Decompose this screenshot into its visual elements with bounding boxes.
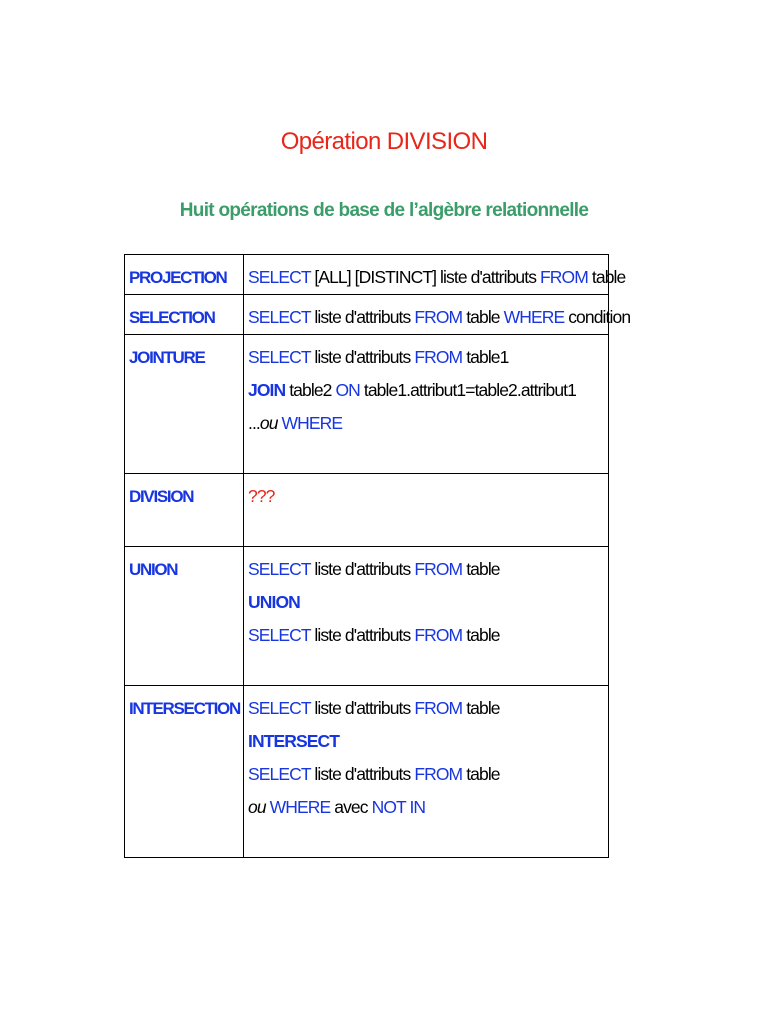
sql-text: table	[462, 698, 500, 718]
sql-keyword: WHERE	[269, 797, 331, 817]
sql-keyword: FROM	[414, 698, 463, 718]
sql-keyword: ON	[335, 380, 360, 400]
sql-syntax-cell	[244, 686, 609, 858]
sql-keyword: NOT IN	[371, 797, 426, 817]
operation-row	[125, 686, 609, 858]
operation-name-cell: DIVISION	[125, 474, 244, 547]
sql-text: ou	[259, 413, 278, 433]
page-subtitle: Huit opérations de base de l’algèbre relationnelle	[179, 200, 589, 221]
sql-keyword: SELECT	[248, 625, 311, 645]
sql-keyword: INTERSECT	[248, 731, 340, 751]
sql-line	[248, 758, 604, 791]
blank-line	[248, 440, 604, 473]
sql-keyword: FROM	[414, 307, 463, 327]
sql-text: table	[462, 559, 500, 579]
sql-text: liste d'attributs	[310, 764, 415, 784]
sql-text: table2	[285, 380, 336, 400]
sql-line	[248, 341, 604, 374]
page-title: Opération DIVISION	[280, 128, 488, 155]
sql-syntax-cell	[244, 295, 631, 335]
sql-text: table	[462, 764, 500, 784]
blank-line	[248, 652, 604, 685]
sql-keyword: WHERE	[503, 307, 565, 327]
sql-text: liste d'attributs	[310, 347, 415, 367]
sql-syntax-cell	[244, 547, 609, 686]
operations-table-body	[125, 255, 631, 858]
sql-line	[248, 692, 604, 725]
sql-keyword: SELECT	[248, 307, 311, 327]
sql-keyword: SELECT	[248, 559, 311, 579]
sql-line	[248, 725, 604, 758]
sql-keyword: WHERE	[281, 413, 343, 433]
sql-text: [ALL] [DISTINCT] liste d'attributs	[310, 267, 541, 287]
sql-keyword: SELECT	[248, 347, 311, 367]
sql-text: ???	[248, 486, 275, 506]
sql-line	[248, 586, 604, 619]
sql-text: ...	[248, 413, 260, 433]
operation-row	[125, 474, 609, 547]
sql-line	[248, 553, 604, 586]
operation-row	[125, 335, 609, 474]
sql-keyword: FROM	[414, 559, 463, 579]
sql-keyword: SELECT	[248, 698, 311, 718]
sql-text: liste d'attributs	[310, 698, 415, 718]
sql-text: table1	[462, 347, 509, 367]
sql-keyword: FROM	[414, 347, 463, 367]
sql-keyword: FROM	[414, 625, 463, 645]
sql-keyword: FROM	[540, 267, 588, 287]
sql-text: avec	[330, 797, 372, 817]
sql-line	[248, 480, 604, 513]
sql-keyword: FROM	[414, 764, 463, 784]
sql-text: liste d'attributs	[310, 307, 415, 327]
operation-row	[125, 295, 609, 335]
sql-text: table	[587, 267, 626, 287]
operation-row	[125, 255, 609, 295]
sql-text: table	[462, 625, 500, 645]
operation-name-cell: UNION	[125, 547, 244, 686]
sql-text: liste d'attributs	[310, 559, 415, 579]
sql-keyword: SELECT	[248, 764, 311, 784]
sql-line	[248, 374, 604, 407]
operation-name-cell: JOINTURE	[125, 335, 244, 474]
operation-name-cell: SELECTION	[125, 295, 244, 335]
sql-syntax-cell	[244, 255, 626, 295]
operations-table	[124, 254, 631, 858]
sql-line	[248, 619, 604, 652]
sql-line	[248, 261, 626, 294]
sql-line	[248, 791, 604, 824]
sql-text: condition	[564, 307, 631, 327]
sql-keyword: SELECT	[248, 267, 311, 287]
operation-row	[125, 547, 609, 686]
operation-name-cell: INTERSECTION	[125, 686, 244, 858]
sql-keyword: JOIN	[248, 380, 286, 400]
sql-text: table	[462, 307, 504, 327]
sql-line	[248, 301, 631, 334]
sql-line	[248, 407, 604, 440]
sql-text: table1.attribut1=table2.attribut1	[359, 380, 576, 400]
operation-name-cell: PROJECTION	[125, 255, 244, 295]
sql-keyword: UNION	[248, 592, 300, 612]
sql-syntax-cell	[244, 474, 609, 547]
blank-line	[248, 513, 604, 546]
sql-syntax-cell	[244, 335, 609, 474]
sql-text: ou	[248, 797, 266, 817]
sql-text: liste d'attributs	[310, 625, 415, 645]
blank-line	[248, 824, 604, 857]
